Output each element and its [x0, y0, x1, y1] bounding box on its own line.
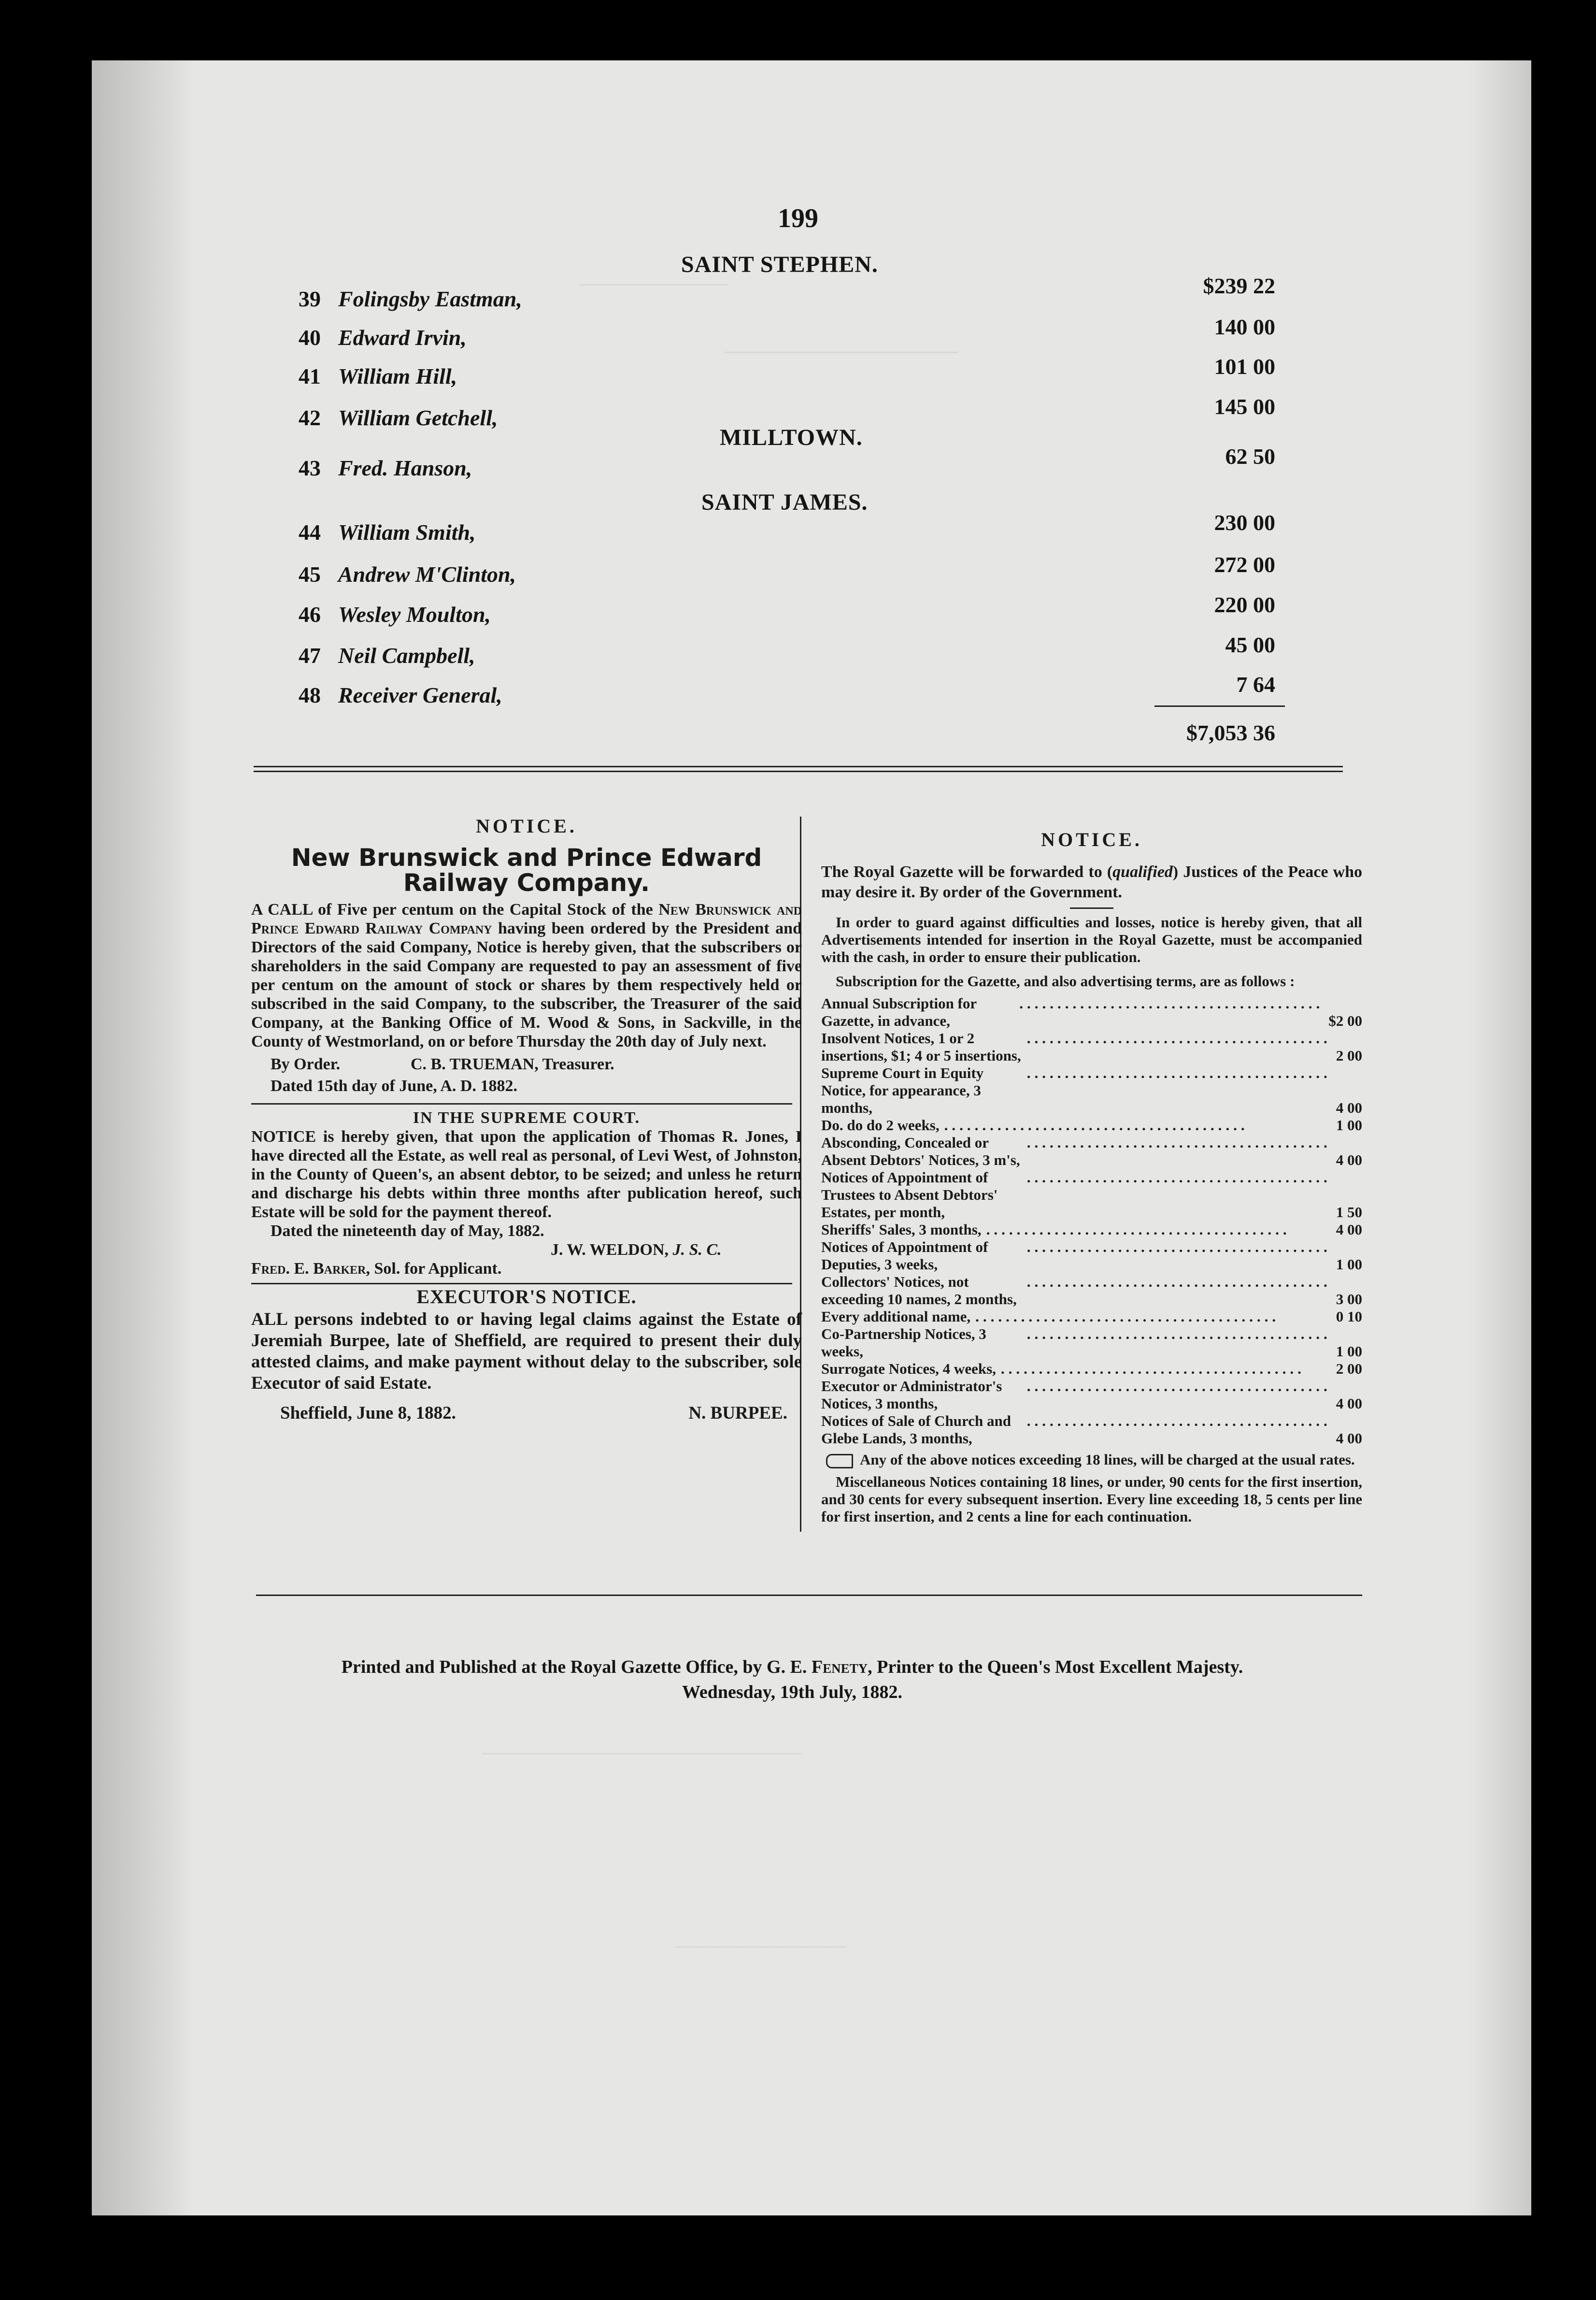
- grand-total: $7,053 36: [1186, 720, 1275, 745]
- railway-notice-title: New Brunswick and Prince Edward Railway Company.: [291, 844, 762, 897]
- row-amount: 140 00: [1214, 315, 1275, 339]
- railway-company-name: New Brunswick and Prince Edward Railway Company: [251, 901, 802, 937]
- rate-row: [821, 1378, 1362, 1412]
- rate-price: $2 00: [1328, 1012, 1362, 1029]
- bleed-through-text: ———————————————: [483, 1740, 802, 1764]
- executor-place-date: Sheffield, June 8, 1882.: [280, 1403, 456, 1423]
- leader-dots: ........................................: [986, 1221, 1291, 1238]
- rates-table: [821, 995, 1362, 1447]
- row-number: 43: [299, 456, 321, 480]
- rate-row: [821, 1134, 1362, 1169]
- leader-dots: ........................................: [975, 1308, 1280, 1325]
- section-heading-milltown: MILLTOWN.: [720, 425, 863, 450]
- row-number: 40: [299, 325, 321, 350]
- page-edge-shadow: [1468, 60, 1531, 2215]
- leader-dots: ........................................: [1026, 1412, 1331, 1429]
- notice-heading: NOTICE.: [476, 815, 577, 837]
- rate-row: [821, 995, 1362, 1030]
- gazette-forwarding-notice: [821, 862, 1362, 903]
- rate-label: Absconding, Concealed or Absent Debtors' Notices, 3 m's,: [821, 1134, 1020, 1168]
- left-column: [251, 817, 802, 1423]
- row-amount: 220 00: [1214, 592, 1275, 617]
- row-number: 42: [299, 405, 321, 430]
- rate-label: Executor or Administrator's Notices, 3 months,: [821, 1378, 1002, 1412]
- solicitor-signature: [251, 1259, 802, 1278]
- row-amount: 62 50: [1225, 444, 1275, 469]
- rate-row: [821, 1117, 1362, 1134]
- rate-price: 2 00: [1336, 1047, 1362, 1064]
- forwarding-notice-start: The Royal Gazette will be forwarded to (: [821, 863, 1113, 881]
- leader-dots: ........................................: [1026, 1134, 1331, 1151]
- bleed-through-text: ———————————: [725, 339, 958, 362]
- railway-notice-body: [251, 900, 802, 1051]
- rate-price: 1 00: [1336, 1343, 1362, 1360]
- bleed-through-text: ————————: [676, 1933, 846, 1957]
- executor-signature-line: [251, 1404, 802, 1423]
- printer-imprint: [261, 1656, 1324, 1678]
- executor-signature: N. BURPEE.: [688, 1403, 787, 1423]
- notice-divider: [251, 1283, 792, 1284]
- imprint-start: Printed and Published at the Royal Gazette Office, by G. E.: [341, 1657, 807, 1677]
- supreme-court-heading: IN THE SUPREME COURT.: [413, 1109, 641, 1127]
- leader-dots: ........................................: [1026, 1030, 1331, 1047]
- solicitor-name: Fred. E. Barker,: [251, 1260, 370, 1278]
- rate-row: [821, 1308, 1362, 1325]
- rate-row: [821, 1030, 1362, 1064]
- short-rule: [1070, 907, 1113, 909]
- right-notice-heading: NOTICE.: [1041, 829, 1142, 850]
- leader-dots: ........................................: [1026, 1064, 1331, 1081]
- rate-price: 1 00: [1336, 1117, 1362, 1134]
- rate-row: [821, 1360, 1362, 1378]
- rate-price: 4 00: [1336, 1221, 1362, 1238]
- cash-payment-notice: In order to guard against difficulties and losses, notice is hereby given, that all Advertisements intended for insertion in the Royal Gazette, must be accompanied with the cash, in order to ensure their publication.: [821, 914, 1362, 965]
- row-amount: 272 00: [1214, 552, 1275, 577]
- rate-row: [821, 1221, 1362, 1238]
- row-number: 46: [299, 602, 321, 627]
- judge-name: J. W. WELDON,: [551, 1241, 669, 1259]
- rate-price: 3 00: [1336, 1291, 1362, 1308]
- leader-dots: ........................................: [1019, 995, 1324, 1012]
- rate-row: [821, 1238, 1362, 1273]
- extra-lines-text: Any of the above notices exceeding 18 lines, will be charged at the usual rates.: [860, 1451, 1355, 1468]
- right-column: [821, 831, 1362, 1525]
- rate-row: [821, 1273, 1362, 1308]
- binding-gutter: [92, 60, 193, 2215]
- leader-dots: ........................................: [1026, 1238, 1331, 1255]
- footer-divider: [256, 1595, 1362, 1596]
- railway-signature-line: [251, 1055, 802, 1074]
- rate-price: 4 00: [1336, 1099, 1362, 1116]
- rate-row: [821, 1412, 1362, 1447]
- leader-dots: ........................................: [1026, 1273, 1331, 1290]
- solicitor-role: Sol. for Applicant.: [374, 1260, 502, 1278]
- row-amount: $239 22: [1203, 273, 1275, 298]
- qualified-emphasis: qualified: [1112, 863, 1173, 881]
- imprint-end: Printer to the Queen's Most Excellent Majesty.: [877, 1657, 1243, 1677]
- row-number: 47: [299, 643, 321, 668]
- executor-notice-body: ALL persons indebted to or having legal claims against the Estate of Jeremiah Burpee, late of Sheffield, are required to present their duly attested claims, and make payment without delay to the subscriber, sole Executor of said Estate.: [251, 1309, 802, 1393]
- row-number: 45: [299, 562, 321, 587]
- row-name: William Hill,: [338, 364, 457, 388]
- rate-label: Notices of Sale of Church and Glebe Lands, 3 months,: [821, 1412, 1011, 1447]
- section-heading-saint-james: SAINT JAMES.: [701, 489, 868, 515]
- rate-label: Collectors' Notices, not exceeding 10 names, 2 months,: [821, 1273, 1017, 1308]
- judge-signature: [551, 1240, 802, 1259]
- row-amount: 7 64: [1236, 672, 1275, 697]
- row-number: 39: [299, 287, 321, 311]
- rate-price: 4 00: [1336, 1151, 1362, 1168]
- row-name: Edward Irvin,: [338, 325, 467, 350]
- notice-divider: [251, 1103, 792, 1105]
- leader-dots: ........................................: [1026, 1325, 1331, 1342]
- rate-row: [821, 1064, 1362, 1117]
- forwarding-notice-end: ) Justices of the Peace who may desire it. By order of the Government.: [821, 863, 1362, 901]
- row-amount: 145 00: [1214, 394, 1275, 419]
- rate-label: Notices of Appointment of Trustees to Absent Debtors' Estates, per month,: [821, 1169, 998, 1221]
- publication-date: Wednesday, 19th July, 1882.: [682, 1682, 903, 1702]
- row-name: Folingsby Eastman,: [338, 287, 522, 311]
- section-heading-saint-stephen: SAINT STEPHEN.: [681, 252, 878, 277]
- rate-row: [821, 1325, 1362, 1360]
- rate-label: Notices of Appointment of Deputies, 3 weeks,: [821, 1238, 988, 1273]
- rate-price: 1 50: [1336, 1204, 1362, 1221]
- rate-label: Insolvent Notices, 1 or 2 insertions, $1; 4 or 5 insertions,: [821, 1030, 1021, 1064]
- rate-price: 0 10: [1336, 1308, 1362, 1325]
- leader-dots: ........................................: [1000, 1360, 1305, 1377]
- supreme-court-date: Dated the nineteenth day of May, 1882.: [271, 1222, 544, 1240]
- total-rule: [1154, 705, 1285, 707]
- rate-label: Surrogate Notices, 4 weeks,: [821, 1360, 996, 1377]
- treasurer-signature: C. B. TRUEMAN, Treasurer.: [411, 1055, 614, 1073]
- page-number: 199: [778, 203, 818, 233]
- terms-intro: Subscription for the Gazette, and also advertising terms, are as follows :: [836, 973, 1295, 990]
- miscellaneous-notices: Miscellaneous Notices containing 18 lines, or under, 90 cents for the first insertion, and 30 cents for every subsequent insertion. Every line exceeding 18, 5 cents per line for first insertion, and 2 cents a line for each continuation.: [821, 1473, 1362, 1525]
- rate-label: Annual Subscription for Gazette, in advance,: [821, 995, 977, 1029]
- executor-notice-heading: EXECUTOR'S NOTICE.: [416, 1286, 637, 1308]
- railway-notice-date: Dated 15th day of June, A. D. 1882.: [271, 1077, 517, 1095]
- row-amount: 45 00: [1225, 632, 1275, 657]
- rate-label: Supreme Court in Equity Notice, for appearance, 3 months,: [821, 1064, 984, 1116]
- row-name: William Smith,: [338, 520, 476, 545]
- bleed-through-text: ———————: [580, 271, 728, 295]
- by-order-label: By Order.: [271, 1055, 341, 1073]
- row-amount: 230 00: [1214, 510, 1275, 535]
- row-name: Wesley Moulton,: [338, 602, 491, 627]
- row-name: Andrew M'Clinton,: [338, 562, 516, 587]
- extra-lines-note: [821, 1451, 1362, 1468]
- rate-price: 4 00: [1336, 1395, 1362, 1412]
- printer-name: Fenety,: [811, 1657, 872, 1677]
- row-name: Receiver General,: [338, 683, 502, 707]
- row-number: 41: [299, 364, 321, 388]
- rate-label: Co-Partnership Notices, 3 weeks,: [821, 1325, 986, 1360]
- row-name: Neil Campbell,: [338, 643, 475, 668]
- leader-dots: ........................................: [944, 1117, 1249, 1134]
- rate-label: Sheriffs' Sales, 3 months,: [821, 1221, 982, 1238]
- railway-notice-body-start: A CALL of Five per centum on the Capital Stock of the: [251, 901, 653, 919]
- row-name: Fred. Hanson,: [338, 456, 472, 480]
- row-amount: 101 00: [1214, 354, 1275, 379]
- rate-row: [821, 1169, 1362, 1221]
- rate-price: 4 00: [1336, 1430, 1362, 1447]
- leader-dots: ........................................: [1026, 1378, 1331, 1394]
- row-number: 48: [299, 683, 321, 707]
- rate-price: 1 00: [1336, 1256, 1362, 1273]
- supreme-court-body: NOTICE is hereby given, that upon the application of Thomas R. Jones, I have directed all the Estate, as well real as personal, of Levi West, of Johnston, in the County of Queen's, an absent debtor, to be seized; and unless he return and discharge his debts within three months after publication hereof, such Estate will be sold for the payment thereof.: [251, 1128, 802, 1221]
- section-divider: [254, 771, 1343, 772]
- rate-label: Do. do do 2 weeks,: [821, 1117, 940, 1134]
- leader-dots: ........................................: [1026, 1169, 1331, 1186]
- section-divider: [254, 766, 1343, 767]
- rate-price: 2 00: [1336, 1360, 1362, 1377]
- row-name: William Getchell,: [338, 405, 498, 430]
- railway-notice-body-end: having been ordered by the President and Directors of the said Company, Notice is hereby given, that the subscribers or shareholders in the said Company are requested to pay an assessment of five per centum on the amount of stock or shares by them respectively held or subscribed in the said Company, to the subscriber, the Treasurer of the said Company, at the Banking Office of M. Wood & Sons, in Sackville, in the County of Westmorland, on or before Thursday the 20th day of July next.: [251, 920, 802, 1050]
- judge-title: J. S. C.: [672, 1241, 722, 1259]
- rate-label: Every additional name,: [821, 1308, 971, 1325]
- pointing-hand-icon: [826, 1454, 853, 1468]
- row-number: 44: [299, 520, 321, 545]
